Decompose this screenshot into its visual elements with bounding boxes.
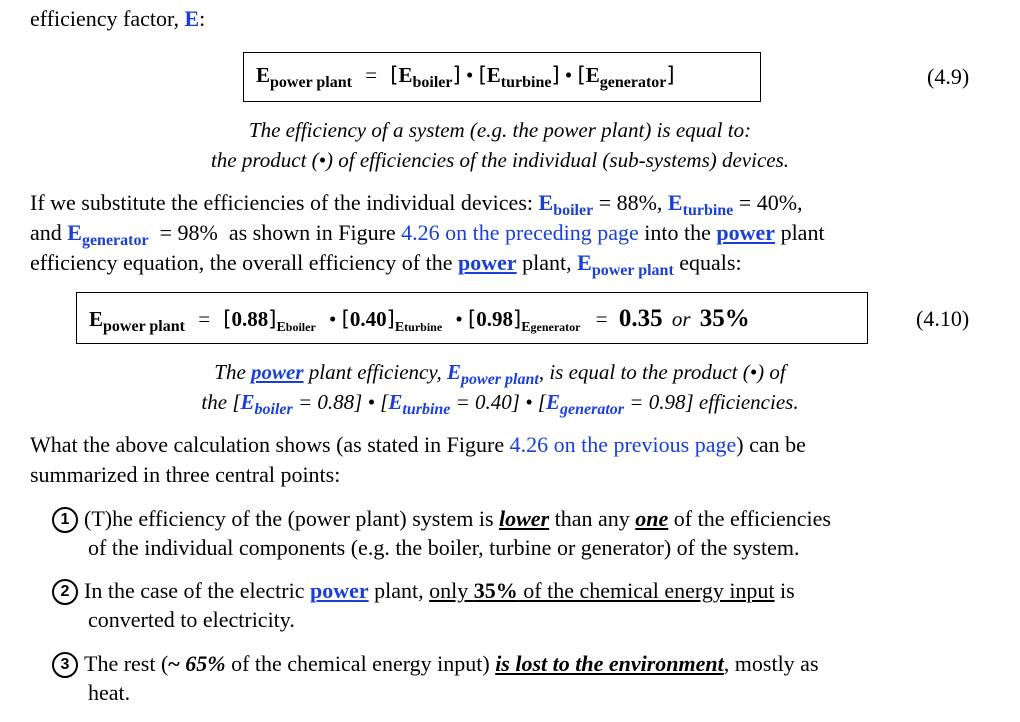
point-3 bbox=[52, 651, 819, 678]
p1-and: and bbox=[30, 220, 68, 245]
point-3-text-a: The rest ( bbox=[84, 651, 169, 676]
point-1-number: 1 bbox=[52, 507, 78, 533]
eq410-equals-2: = bbox=[595, 307, 608, 331]
cap2-the: The bbox=[214, 360, 252, 384]
efficiency-symbol: E bbox=[184, 6, 200, 31]
eq410-result: 0.35 bbox=[618, 305, 663, 332]
p1-value-3: = 98% as shown in Figure bbox=[148, 220, 402, 245]
point-3-lost: is lost to the environment bbox=[495, 651, 724, 676]
point-3-line-2: heat. bbox=[88, 680, 131, 705]
caption-2-line-2 bbox=[0, 390, 1000, 418]
point-2-pct: 35% bbox=[473, 578, 518, 603]
paragraph-1-line-1 bbox=[30, 190, 803, 219]
eq49-turbine-sub: turbine bbox=[500, 74, 552, 91]
caption-1-line-2: the product (•) of efficiencies of the individual (sub-systems) devices. bbox=[210, 148, 790, 172]
point-2-chem-input: of the chemical energy input bbox=[517, 578, 775, 603]
eq410-equals: = bbox=[198, 307, 211, 331]
power-link-caption[interactable]: power bbox=[251, 360, 304, 384]
equation-number-4-9: (4.9) bbox=[927, 64, 970, 89]
point-2-text-c: is bbox=[774, 578, 795, 603]
eq410-turbine-label: turbine bbox=[404, 320, 443, 334]
p2-can-be: ) can be bbox=[736, 432, 806, 457]
eq49-equals: = bbox=[365, 63, 378, 87]
p1-e-generator: E bbox=[67, 220, 82, 245]
point-2-only: only bbox=[429, 578, 474, 603]
point-1-line-2: of the individual components (e.g. the boiler, turbine or generator) of the system. bbox=[88, 535, 800, 560]
p1-eff-eq: efficiency equation, the overall efficiency of the bbox=[30, 250, 458, 275]
point-3-text-b: of the chemical energy input) bbox=[225, 651, 496, 676]
cap2-a: plant efficiency, bbox=[303, 360, 447, 384]
cap2-e-boiler: E bbox=[240, 390, 255, 414]
power-link-2[interactable]: power bbox=[458, 250, 517, 275]
eq49-dot: • bbox=[465, 63, 474, 87]
eq49-dot-2: • bbox=[564, 63, 573, 87]
eq410-result-pct: 35% bbox=[699, 305, 750, 332]
paragraph-2-line-1 bbox=[30, 432, 806, 458]
eq410-e-boiler: E bbox=[276, 320, 286, 335]
cap2-turbine-sub: turbine bbox=[402, 401, 451, 418]
figure-link-preceding[interactable]: 4.26 on the preceding page bbox=[401, 220, 639, 245]
p1-e-pp: E bbox=[577, 250, 592, 275]
point-3-text-c: , mostly as bbox=[723, 651, 819, 676]
eq49-e-boiler: E bbox=[398, 63, 413, 87]
p1-turbine-sub: turbine bbox=[682, 202, 734, 219]
eq410-turbine-value: 0.40 bbox=[349, 307, 387, 331]
eq410-e-generator: E bbox=[521, 320, 531, 335]
point-2-text-b: plant, bbox=[368, 578, 430, 603]
eq49-e-generator: E bbox=[585, 63, 600, 87]
eq410-lhs-e: E bbox=[89, 307, 104, 331]
eq410-generator-label: generator bbox=[530, 320, 581, 334]
paragraph-1-line-2 bbox=[30, 220, 825, 249]
p1-equals: equals: bbox=[673, 250, 742, 275]
eq49-generator-sub: generator bbox=[599, 74, 667, 91]
eq410-generator-value: 0.98 bbox=[476, 307, 513, 331]
p1-text: If we substitute the efficiencies of the individual devices: bbox=[30, 190, 539, 215]
paragraph-1-line-3 bbox=[30, 250, 742, 279]
point-3-pct: 65% bbox=[185, 651, 226, 676]
eq49-e-turbine: E bbox=[486, 63, 501, 87]
cap2-boiler-sub: boiler bbox=[254, 401, 293, 418]
cap2-e-turbine: E bbox=[388, 390, 403, 414]
eq410-e-turbine: E bbox=[394, 320, 405, 335]
cap2-e: E bbox=[447, 360, 462, 384]
cap2-pp-sub: power plant bbox=[461, 371, 539, 388]
point-3-tilde: ~ bbox=[168, 651, 186, 676]
p2-text: What the above calculation shows (as stated in Figure bbox=[30, 432, 510, 457]
point-2-text-a: In the case of the electric bbox=[84, 578, 310, 603]
paragraph-2-line-2: summarized in three central points: bbox=[30, 462, 341, 487]
cap2-f: = 0.98] efficiencies. bbox=[624, 390, 799, 414]
power-link-1[interactable]: power bbox=[716, 220, 776, 245]
cap2-b: , is equal to the product (•) of bbox=[538, 360, 786, 384]
cap2-e-text: = 0.40] • [ bbox=[450, 390, 547, 414]
cap2-generator-sub: generator bbox=[560, 401, 625, 418]
point-1-text-c: of the efficiencies bbox=[668, 506, 831, 531]
equation-number-4-10: (4.10) bbox=[916, 306, 970, 331]
equation-4-10: $E_{power plant} = [0.88]_{Eboiler}$ • $[0.40]_{Eturbine}$ • $[0.98]_{Egenerator} = 0.35$ or 35% bbox=[89, 305, 750, 335]
caption-2-line-1 bbox=[0, 360, 1000, 388]
top-line-prefix: efficiency factor, bbox=[30, 6, 185, 31]
equation-4-10-box bbox=[76, 292, 868, 344]
figure-link-previous[interactable]: 4.26 on the previous page bbox=[509, 432, 737, 457]
point-2-line-2: converted to electricity. bbox=[88, 607, 295, 632]
point-1-one: one bbox=[635, 506, 669, 531]
equation-4-9-box bbox=[243, 52, 761, 102]
caption-1-line-1: The efficiency of a system (e.g. the power plant) is equal to: bbox=[248, 118, 752, 142]
point-1-text-b: than any bbox=[549, 506, 636, 531]
eq49-lhs-e: E bbox=[256, 63, 271, 87]
p1-into: into the bbox=[638, 220, 717, 245]
cap2-c: the [ bbox=[201, 390, 241, 414]
p1-value-1: = 88%, bbox=[593, 190, 668, 215]
p1-plant: plant bbox=[775, 220, 825, 245]
point-2 bbox=[52, 578, 795, 605]
cap2-e-generator: E bbox=[546, 390, 561, 414]
eq410-or: or bbox=[671, 307, 691, 331]
point-1 bbox=[52, 506, 831, 533]
p1-e-boiler: E bbox=[538, 190, 554, 215]
point-3-number: 3 bbox=[52, 652, 78, 678]
p1-e-turbine: E bbox=[667, 190, 683, 215]
p1-pp-sub: power plant bbox=[591, 262, 674, 279]
p1-value-2a: = 40%, bbox=[733, 190, 803, 215]
cap2-d: = 0.88] • [ bbox=[292, 390, 389, 414]
power-link-point-2[interactable]: power bbox=[309, 578, 369, 603]
eq410-boiler-value: 0.88 bbox=[231, 307, 269, 331]
eq410-boiler-label: boiler bbox=[285, 320, 316, 334]
p1-boiler-sub: boiler bbox=[553, 202, 594, 219]
top-line bbox=[30, 6, 205, 32]
top-line-suffix: : bbox=[199, 6, 206, 31]
eq410-lhs-sub: power plant bbox=[103, 318, 185, 335]
point-2-number: 2 bbox=[52, 579, 78, 605]
p1-generator-sub: generator bbox=[81, 232, 149, 249]
eq49-boiler-sub: boiler bbox=[412, 74, 453, 91]
point-1-text-a: (T)he efficiency of the (power plant) system is bbox=[84, 506, 500, 531]
equation-4-9: $E_{power plant} = [E_{boiler}]$ • $[E_{turbine}]$ • $[E_{generator}]$ bbox=[256, 63, 675, 91]
eq49-lhs-sub: power plant bbox=[270, 74, 352, 91]
point-2-underlined bbox=[429, 578, 774, 603]
p1-plant-2: plant, bbox=[516, 250, 578, 275]
point-1-lower: lower bbox=[499, 506, 550, 531]
